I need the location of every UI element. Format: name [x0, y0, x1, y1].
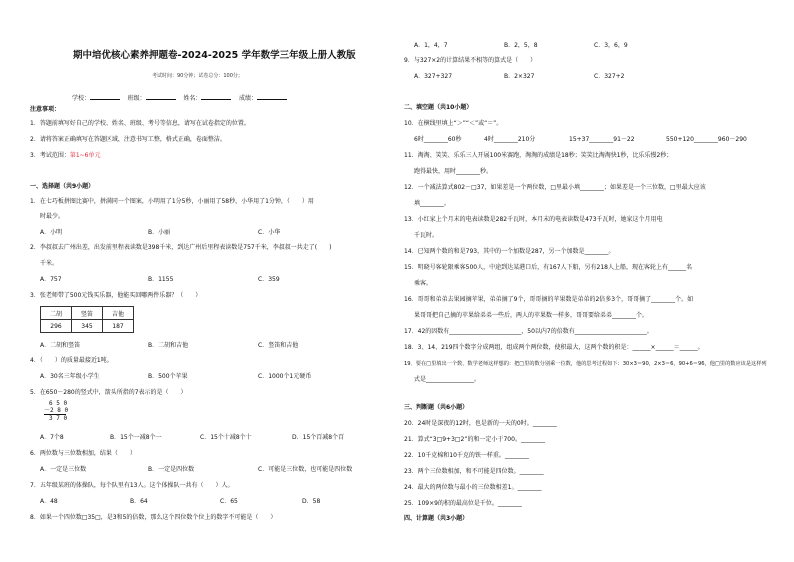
q6-opt-b[interactable]: B．一定是四位数 [148, 466, 195, 473]
judge-24: 24．最大的两位数与最小的三位数相差1。________ [404, 484, 542, 491]
q11-line2: 跑得最快，用时________秒。 [414, 168, 493, 175]
q5-text: 5．在650－280的竖式中，箭头所指的7表示的是（ ） [30, 389, 187, 396]
q13-line1: 13．小红家上个月末的电表读数是282千瓦时，本月末的电表读数是473千瓦时，她家这个月用电 [404, 216, 663, 223]
section-fill: 二、填空题（共10小题） [404, 104, 473, 111]
q2-opt-c[interactable]: C．359 [258, 276, 280, 283]
q1-line1: 1．在七巧板拼图比赛中，拼满同一个图案，小明用了1分5秒，小丽用了58秒，小华用了1分钟，（ ）用 [30, 198, 314, 205]
table-value-flute: 345 [72, 320, 103, 333]
q5-vertical-calc [44, 400, 68, 422]
q10-item-4[interactable]: 550+120________960－290 [666, 136, 747, 143]
q1-opt-a[interactable]: A．小明 [40, 229, 63, 236]
q6-opt-c[interactable]: C．可能是三位数，也可能是四位数 [258, 466, 353, 473]
class-blank[interactable] [146, 99, 176, 100]
q7-opt-d[interactable]: D．58 [302, 498, 321, 505]
q9-opt-b[interactable]: B．2×327 [504, 73, 535, 80]
exam-info: 考试时间：90分钟；试卷总分：100分； [152, 73, 243, 79]
judge-20: 20．24时是深夜的12时，也是新的一天的0时。________ [404, 420, 557, 427]
q5-opt-d[interactable]: D．15个百减8个百 [292, 434, 345, 441]
section-choice: 一、选择题（共9小题） [30, 183, 95, 190]
q7-opt-a[interactable]: A．48 [40, 498, 58, 505]
instrument-price-table [40, 306, 134, 333]
judge-21: 21．算式“3□9+3□2”的和一定小于700。________ [404, 436, 545, 443]
q8-opt-c[interactable]: C．3，6，9 [594, 42, 628, 49]
q4-opt-a[interactable]: A．30名三年级小学生 [40, 373, 100, 380]
calc-row-2: －2 8 0 [44, 407, 69, 414]
q10-text: 10．在横线里填上“＞”“＜”或“＝”。 [404, 120, 503, 127]
school-label: 学校： [72, 95, 91, 102]
name-label: 姓名： [183, 95, 202, 102]
notice-2: 2．请将答案正确填写在答题区域，注意书写工整，格式正确，卷面整洁。 [30, 136, 226, 143]
table-value-erhu: 296 [41, 320, 72, 333]
q14-text: 14．已知两个数的和是793，其中的一个加数是287，另一个加数是________。 [404, 248, 615, 255]
exam-range: 第1~6单元 [69, 152, 101, 159]
q4-opt-c[interactable]: C．1000个1元硬币 [258, 373, 312, 380]
q4-text: 4．（ ）的质量最接近1吨。 [30, 357, 113, 364]
q19-line2: 式是________________。 [414, 376, 481, 383]
q8-opt-b[interactable]: B．2，5，8 [504, 42, 538, 49]
q8-text: 8．如果一个四位数□35□，是3和5的倍数，那么这个四位数个位上的数字不可能是（ ） [30, 514, 277, 521]
q16-line1: 16．哥哥和弟弟去果园摘苹果，弟弟摘了9个，哥哥摘的苹果数是弟弟的2倍多3个，哥哥摘了________个。如 [404, 296, 694, 303]
q2-line2: 千米。 [40, 260, 59, 267]
q18-text: 18．3、14、219四个数字分成两组，组成两个两位数，使积最大，这两个数的积是：______×______＝______。 [404, 344, 704, 351]
q5-opt-a[interactable]: A．7个8 [40, 434, 64, 441]
q12-line2: 填________。 [414, 200, 451, 207]
q13-line2: 千瓦时。 [414, 232, 439, 239]
q10-item-1[interactable]: 6时________60秒 [414, 136, 462, 143]
q9-text: 9．与327×2的计算结果不相等的算式是（ ） [404, 57, 537, 64]
q5-opt-c[interactable]: C．15个十减8个十 [200, 434, 252, 441]
q2-line1: 2．李叔叔去广州出差，出发前里程表读数是398千米，到达广州后里程表读数是757千米，李叔叔一共走了( ) [30, 244, 332, 251]
q3-text: 3．张老师带了500元钱买乐器，他能买回哪两件乐器？（ ） [30, 292, 202, 299]
q1-line2: 时最少。 [40, 213, 65, 220]
q6-opt-a[interactable]: A．一定是三位数 [40, 466, 87, 473]
judge-23: 23．两个三位数相加，和不可能是四位数。________ [404, 468, 544, 475]
q17-text: 17．42的因数有________________________，50以内7的倍数有________________________。 [404, 328, 653, 335]
notice-1: 1．答题前填写好自己的学校、姓名、班级、考号等信息，请写在试卷指定的位置。 [30, 120, 250, 127]
q16-line2: 果哥哥把自己摘的苹果给弟弟一些后，两人的苹果数一样多，哥哥要给弟弟________个。 [414, 312, 649, 319]
q1-opt-b[interactable]: B．小丽 [148, 229, 171, 236]
q3-opt-c[interactable]: C．竖笛和吉他 [258, 342, 299, 349]
table-value-guitar: 187 [103, 320, 134, 333]
name-blank[interactable] [201, 99, 231, 100]
q3-opt-b[interactable]: B．二胡和吉他 [148, 342, 189, 349]
exam-title: 期中培优核心素养押题卷-2024-2025 学年数学三年级上册人教版 [73, 50, 356, 61]
q10-item-3[interactable]: 15+37________91－22 [569, 136, 635, 143]
school-blank[interactable] [90, 99, 120, 100]
q3-opt-a[interactable]: A．二胡和竖笛 [40, 342, 81, 349]
q15-line1: 15．明晓号客轮限乘客500人，中途到达某港口后，有167人下船，另有218人上船，现在客轮上有______名 [404, 264, 692, 271]
score-label: 成绩： [238, 95, 257, 102]
q7-text: 7．五年级某班的体操队，每个队里有13人。这个体操队一共有（ ）人。 [30, 482, 234, 489]
class-label: 班级： [127, 95, 146, 102]
q1-opt-c[interactable]: C．小华 [258, 229, 281, 236]
score-blank[interactable] [257, 99, 287, 100]
q2-opt-a[interactable]: A．757 [40, 276, 62, 283]
q6-text: 6．两位数与三位数相加，结果（ ） [30, 450, 136, 457]
q7-opt-b[interactable]: B．64 [130, 498, 148, 505]
table-header-flute: 竖笛 [72, 307, 103, 320]
calc-row-3: 3 7 0 [49, 415, 68, 422]
calc-row-1: 6 5 0 [49, 400, 68, 407]
q7-opt-c[interactable]: C．65 [220, 498, 238, 505]
judge-25: 25．109×9的积的最高位是千位。________ [404, 500, 522, 507]
q11-line1: 11．淘淘、笑笑、乐乐三人开展100米赛跑，淘淘的成绩是18秒；笑笑比淘淘快1秒，比乐乐慢2秒； [404, 152, 673, 159]
q12-line1: 12．一个减法算式802－□37，如果差是一个两位数，□里最小填________；如果差是一个三位数，□里最大应该 [404, 184, 706, 191]
q2-opt-b[interactable]: B．1155 [148, 276, 174, 283]
q4-opt-b[interactable]: B．500个苹果 [148, 373, 188, 380]
q10-item-2[interactable]: 4时________210分 [484, 136, 536, 143]
section-calc: 四、计算题（共3小题） [404, 515, 469, 522]
table-header-guitar: 吉他 [103, 307, 134, 320]
q15-line2: 乘客。 [414, 280, 433, 287]
judge-22: 22．10千克棉和10千克的铁一样重。________ [404, 452, 529, 459]
notice-heading: 注意事项： [30, 106, 61, 113]
notice-3: 3．考试范围：第1~6单元 [30, 152, 101, 159]
q19-line1: 19．要在□里填出一个数，数学老师这样想的：把□里的数分别乘一位数，他的思考过程如下：30×3＝90，2×3＝6，90+6＝96，他□里的数应该是这样列 [404, 361, 767, 367]
q9-opt-a[interactable]: A．327+327 [414, 73, 453, 80]
section-judge: 三、判断题（共6小题） [404, 404, 469, 411]
q5-opt-b[interactable]: B．15个一减8个一 [110, 434, 162, 441]
student-info-row [72, 95, 287, 103]
q8-opt-a[interactable]: A．1，4，7 [414, 42, 448, 49]
q9-opt-c[interactable]: C．327+2 [594, 73, 625, 80]
table-header-erhu: 二胡 [41, 307, 72, 320]
